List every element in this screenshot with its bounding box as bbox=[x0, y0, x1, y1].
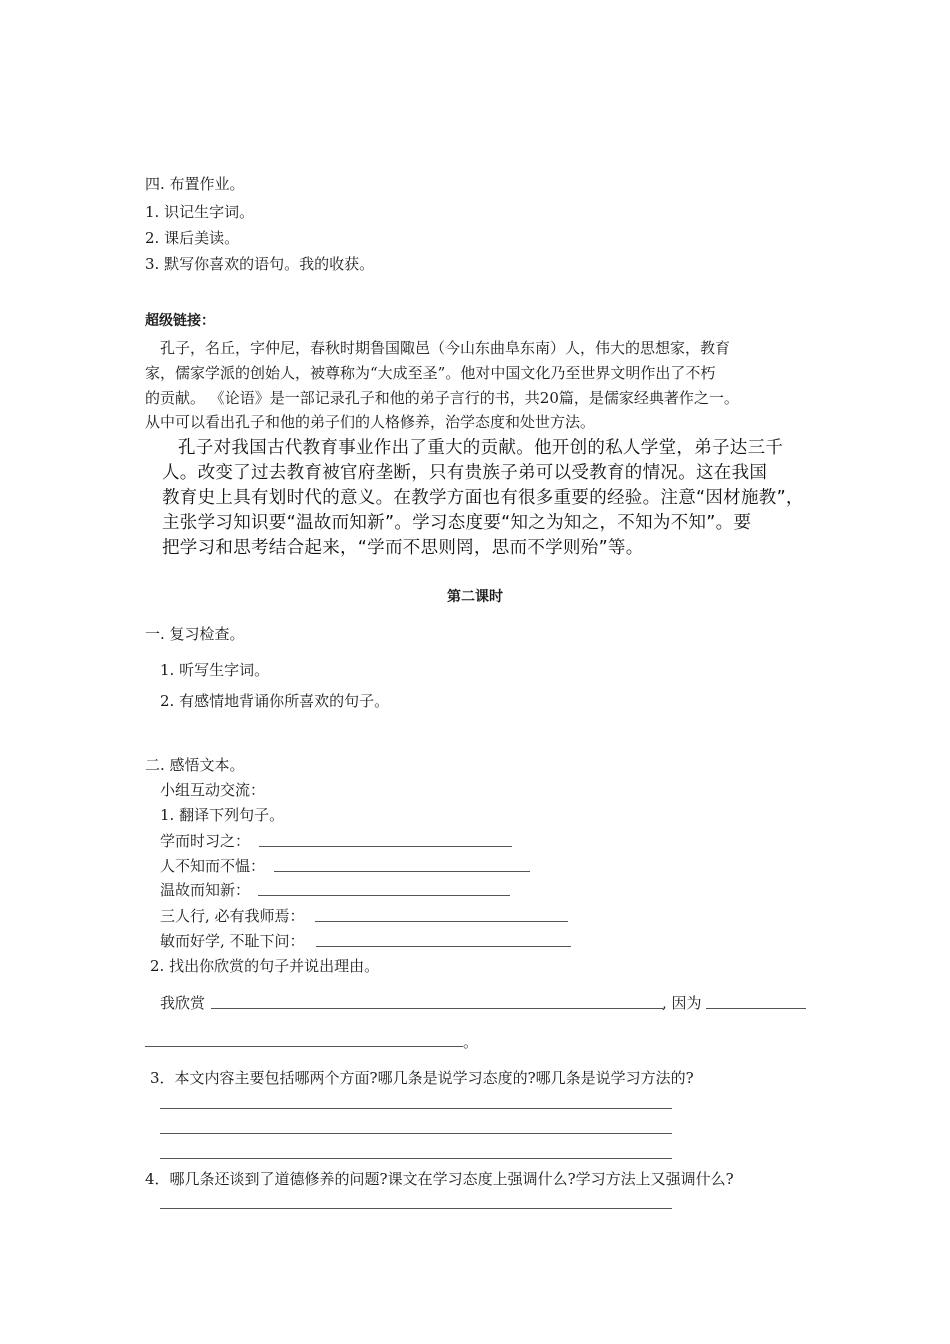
q3-answer-line-2[interactable] bbox=[160, 1133, 672, 1134]
translation-label-5: 敏而好学, 不耻下问： bbox=[160, 932, 305, 950]
q3-question: 3．本文内容主要包括哪两个方面?哪几条是说学习态度的?哪几条是说学习方法的? bbox=[150, 1069, 694, 1087]
group-exchange-label: 小组互动交流： bbox=[160, 781, 266, 799]
reason-line-2[interactable] bbox=[145, 1046, 463, 1047]
section4-heading: 四. 布置作业。 bbox=[145, 175, 245, 193]
translation-label-1: 学而时习之： bbox=[160, 832, 251, 850]
q3-answer-line-1[interactable] bbox=[160, 1108, 672, 1109]
reason-line-1[interactable] bbox=[706, 1008, 806, 1009]
lesson2-title: 第二课时 bbox=[447, 589, 503, 605]
super-link-para1-line1: 孔子，名丘，字仲尼，春秋时期鲁国陬邑（今山东曲阜东南）人，伟大的思想家，教育 bbox=[160, 339, 731, 357]
super-link-para2-line5: 把学习和思考结合起来，“学而不思则罔，思而不学则殆”等。 bbox=[162, 538, 644, 558]
super-link-para2-line1: 孔子对我国古代教育事业作出了重大的贡献。他开创的私人学堂，弟子达三千 bbox=[178, 438, 784, 458]
super-link-para1-line4: 从中可以看出孔子和他的弟子们的人格修养，治学态度和处世方法。 bbox=[145, 413, 596, 431]
translation-answer-line-4[interactable] bbox=[315, 921, 568, 922]
translation-label-2: 人不知而不愠： bbox=[160, 857, 266, 875]
super-link-heading: 超级链接： bbox=[145, 313, 215, 329]
q4-question: 4．哪几条还谈到了道德修养的问题?课文在学习态度上强调什么?学习方法上又强调什么? bbox=[145, 1170, 734, 1188]
super-link-para1-line2: 家，儒家学派的创始人，被尊称为“大成至圣”。他对中国文化乃至世界文明作出了不朽 bbox=[145, 364, 716, 382]
appreciate-sentence-line[interactable] bbox=[211, 1008, 663, 1009]
reason-period: 。 bbox=[463, 1033, 479, 1051]
section4-item-1: 1. 识记生字词。 bbox=[145, 203, 255, 221]
super-link-para2-line4: 主张学习知识要“温故而知新”。学习态度要“知之为知之，不知为不知”。要 bbox=[162, 513, 752, 533]
review-item-2: 2. 有感情地背诵你所喜欢的句子。 bbox=[160, 692, 390, 710]
translation-label-3: 温故而知新： bbox=[160, 881, 251, 899]
super-link-para2-line2: 人。改变了过去教育被官府垄断，只有贵族子弟可以受教育的情况。这在我国 bbox=[162, 463, 768, 483]
super-link-para1-line3: 的贡献。 《论语》是一部记录孔子和他的弟子言行的书，共20篇，是儒家经典著作之一。 bbox=[145, 389, 739, 407]
q3-answer-line-3[interactable] bbox=[160, 1158, 672, 1159]
review-item-1: 1. 听写生字词。 bbox=[160, 661, 270, 679]
translation-answer-line-1[interactable] bbox=[259, 846, 512, 847]
translation-answer-line-3[interactable] bbox=[258, 895, 510, 896]
review-heading: 一. 复习检查。 bbox=[145, 625, 245, 643]
q1-translate: 1. 翻译下列句子。 bbox=[160, 806, 285, 824]
super-link-para2-line3: 教育史上具有划时代的意义。在教学方面也有很多重要的经验。注意“因材施教”， bbox=[162, 488, 804, 508]
translation-label-4: 三人行, 必有我师焉： bbox=[160, 907, 305, 925]
section4-item-2: 2. 课后美读。 bbox=[145, 229, 240, 247]
appreciate-prefix: 我欣赏 bbox=[160, 994, 206, 1012]
q2-appreciate: 2. 找出你欣赏的句子并说出理由。 bbox=[150, 957, 380, 975]
perceive-heading: 二. 感悟文本。 bbox=[145, 756, 245, 774]
section4-item-3: 3. 默写你喜欢的语句。我的收获。 bbox=[145, 255, 375, 273]
because-label: , 因为 bbox=[662, 994, 702, 1012]
q4-answer-line-1[interactable] bbox=[160, 1208, 672, 1209]
translation-answer-line-2[interactable] bbox=[274, 871, 530, 872]
translation-answer-line-5[interactable] bbox=[316, 946, 571, 947]
